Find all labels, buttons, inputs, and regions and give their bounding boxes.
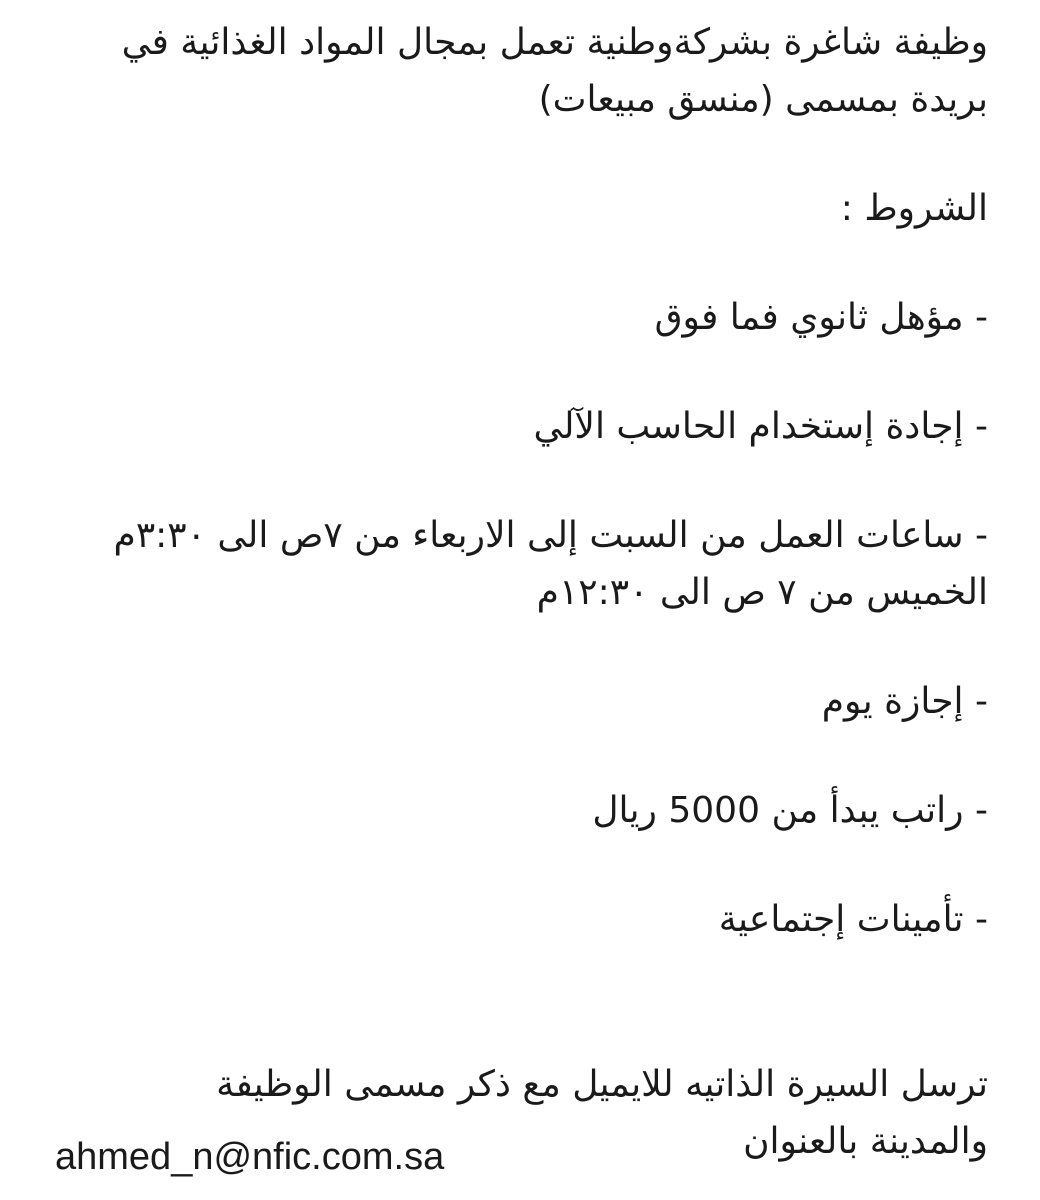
contact-email[interactable]: ahmed_n@nfic.com.sa [55,1136,445,1178]
requirement-item: - مؤهل ثانوي فما فوق [654,297,988,338]
benefit-item: - إجازة يوم [821,681,988,722]
job-post [54,14,988,1170]
intro-line: وظيفة شاغرة بشركةوطنية تعمل بمجال المواد الغذائية في [121,22,988,63]
requirement-item: - إجادة إستخدام الحاسب الآلي [533,406,988,447]
benefit-item: - راتب يبدأ من 5000 ريال [592,790,988,831]
apply-instructions: ترسل السيرة الذاتيه للايميل مع ذكر مسمى الوظيفة [216,1064,988,1105]
intro-line: بريدة بمسمى (منسق مبيعات) [538,79,988,120]
working-hours-line: - ساعات العمل من السبت إلى الاربعاء من ٧ص الى ٣:٣٠م [113,515,988,556]
working-hours-line: الخميس من ٧ ص الى ١٢:٣٠م [536,572,988,613]
conditions-heading: الشروط : [840,188,988,229]
apply-instructions: والمدينة بالعنوان [743,1121,988,1162]
benefit-item: - تأمينات إجتماعية [718,899,988,940]
